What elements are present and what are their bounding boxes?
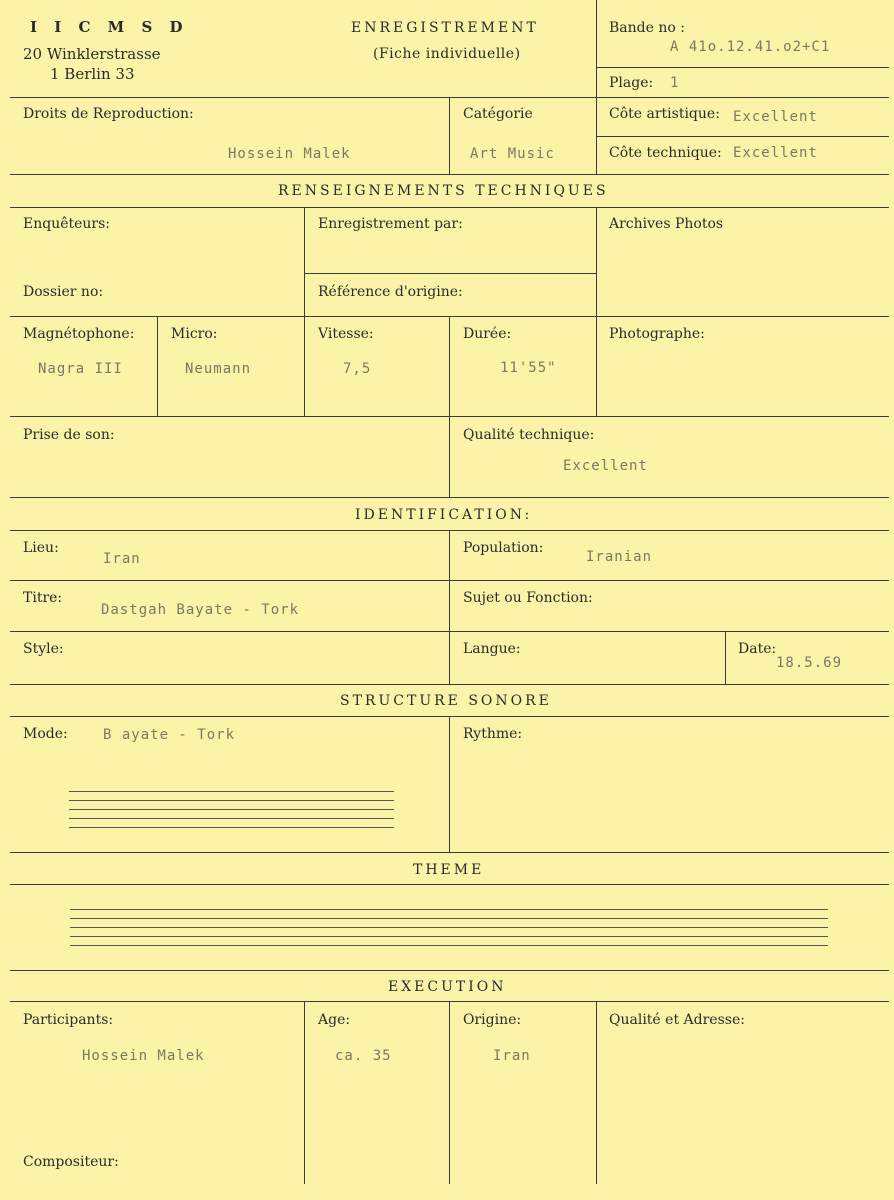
rythme-label: Rythme: <box>463 726 523 742</box>
categorie-label: Catégorie <box>463 106 533 122</box>
address-line-2: 1 Berlin 33 <box>50 65 135 83</box>
plage-label: Plage: <box>609 75 654 91</box>
dossier-label: Dossier no: <box>23 284 104 300</box>
prise-de-son-label: Prise de son: <box>23 427 115 443</box>
vitesse-label: Vitesse: <box>318 326 374 342</box>
sujet-label: Sujet ou Fonction: <box>463 590 593 606</box>
enqueteurs-label: Enquêteurs: <box>23 216 111 232</box>
style-label: Style: <box>23 641 64 657</box>
langue-label: Langue: <box>463 641 521 657</box>
date-value: 18.5.69 <box>776 655 843 671</box>
population-value: Iranian <box>586 549 653 565</box>
cote-artistique-label: Côte artistique: <box>609 106 720 122</box>
divider <box>449 716 450 852</box>
qualite-technique-value: Excellent <box>563 458 648 474</box>
plage-value: 1 <box>670 75 680 91</box>
reference-label: Référence d'origine: <box>318 284 463 300</box>
divider <box>10 174 889 175</box>
divider <box>596 97 597 174</box>
qualite-adresse-label: Qualité et Adresse: <box>609 1012 745 1028</box>
divider <box>449 97 450 174</box>
bande-value: A 41o.12.41.o2+C1 <box>670 39 831 55</box>
section-title-identification: IDENTIFICATION: <box>355 507 533 523</box>
divider <box>304 207 305 416</box>
section-title-theme: THEME <box>413 862 485 878</box>
divider <box>10 852 889 853</box>
divider <box>596 67 889 68</box>
cote-technique-label: Côte technique: <box>609 145 722 161</box>
divider <box>725 631 726 684</box>
divider <box>596 136 889 137</box>
participants-value: Hossein Malek <box>82 1048 205 1064</box>
divider <box>449 1001 450 1184</box>
population-label: Population: <box>463 540 544 556</box>
age-label: Age: <box>318 1012 351 1028</box>
divider <box>304 1001 305 1184</box>
section-title-technical: RENSEIGNEMENTS TECHNIQUES <box>278 183 609 199</box>
date-label: Date: <box>738 641 777 657</box>
divider <box>157 316 158 416</box>
section-title-execution: EXECUTION <box>388 979 507 995</box>
micro-label: Micro: <box>171 326 218 342</box>
divider <box>304 273 596 274</box>
divider <box>596 207 597 416</box>
enregistrement-par-label: Enregistrement par: <box>318 216 463 232</box>
duree-value: 11'55" <box>500 360 557 376</box>
archives-photos-label: Archives Photos <box>609 216 724 232</box>
section-title-structure: STRUCTURE SONORE <box>340 693 552 709</box>
age-value: ca. 35 <box>335 1048 392 1064</box>
divider <box>10 970 889 971</box>
address-line-1: 20 Winklerstrasse <box>23 45 161 63</box>
lieu-value: Iran <box>103 551 141 567</box>
droits-value: Hossein Malek <box>228 146 351 162</box>
titre-value: Dastgah Bayate - Tork <box>101 602 300 618</box>
photographe-label: Photographe: <box>609 326 705 342</box>
micro-value: Neumann <box>185 361 252 377</box>
origine-value: Iran <box>493 1048 531 1064</box>
divider <box>10 497 889 498</box>
form-title: ENREGISTREMENT <box>351 20 539 36</box>
org-logo: I I C M S D <box>30 18 189 36</box>
magnetophone-label: Magnétophone: <box>23 326 135 342</box>
divider <box>596 1001 597 1184</box>
cote-artistique-value: Excellent <box>733 109 818 125</box>
divider <box>10 207 889 208</box>
divider <box>449 316 450 416</box>
duree-label: Durée: <box>463 326 512 342</box>
divider <box>10 684 889 685</box>
cote-technique-value: Excellent <box>733 145 818 161</box>
bande-label: Bande no : <box>609 20 685 36</box>
vitesse-value: 7,5 <box>343 361 372 377</box>
divider <box>449 530 450 684</box>
compositeur-label: Compositeur: <box>23 1154 119 1170</box>
mode-label: Mode: <box>23 726 68 742</box>
droits-label: Droits de Reproduction: <box>23 106 194 122</box>
divider <box>449 416 450 497</box>
lieu-label: Lieu: <box>23 540 59 556</box>
form-subtitle: (Fiche individuelle) <box>373 46 521 62</box>
origine-label: Origine: <box>463 1012 522 1028</box>
titre-label: Titre: <box>23 590 63 606</box>
mode-value: B ayate - Tork <box>103 727 236 743</box>
participants-label: Participants: <box>23 1012 114 1028</box>
categorie-value: Art Music <box>470 146 555 162</box>
magnetophone-value: Nagra III <box>38 361 123 377</box>
divider <box>596 0 597 97</box>
divider <box>10 884 889 885</box>
qualite-technique-label: Qualité technique: <box>463 427 595 443</box>
